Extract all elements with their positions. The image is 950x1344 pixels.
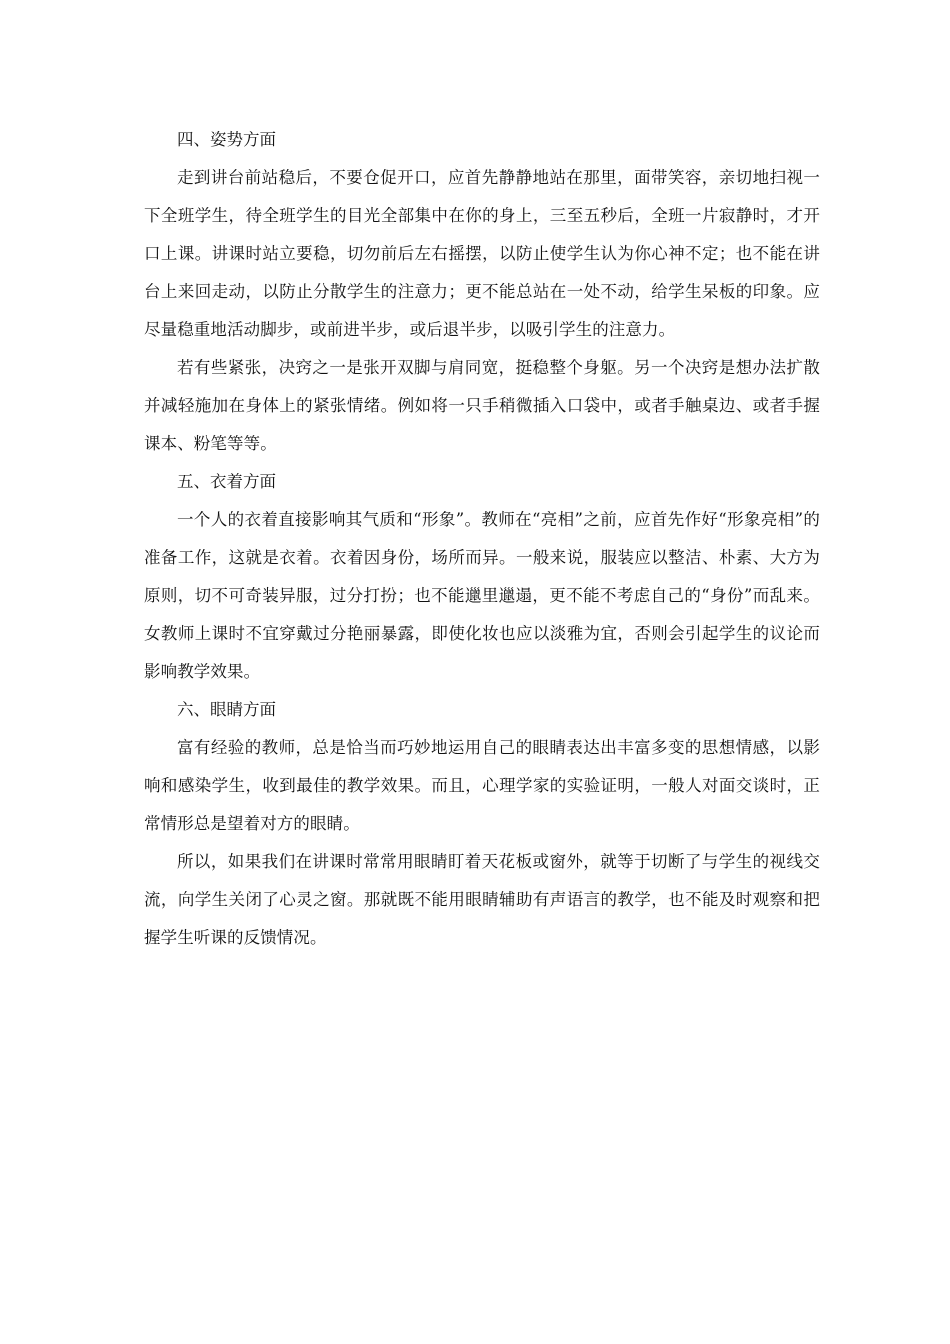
- paragraph: 所以，如果我们在讲课时常常用眼睛盯着天花板或窗外，就等于切断了与学生的视线交流，向学生关闭了心灵之窗。那就既不能用眼睛辅助有声语言的教学，也不能及时观察和把握学生听课的反馈情况。: [144, 852, 820, 947]
- section-heading: 五、衣着方面: [177, 472, 276, 491]
- paragraph: 一个人的衣着直接影响其气质和“形象”。教师在“亮相”之前，应首先作好“形象亮相”的准备工作，这就是衣着。衣着因身份，场所而异。一般来说，服装应以整洁、朴素、大方为原则，切不可奇装异服，过分打扮；也不能邋里邋遢，更不能不考虑自己的“身份”而乱来。女教师上课时不宜穿戴过分艳丽暴露，即使化妆也应以淡雅为宜，否则会引起学生的议论而影响教学效果。: [144, 510, 820, 681]
- paragraph: 若有些紧张，决窍之一是张开双脚与肩同宽，挺稳整个身躯。另一个决窍是想办法扩散并减轻施加在身体上的紧张情绪。例如将一只手稍微插入口袋中，或者手触桌边、或者手握课本、粉笔等等。: [144, 358, 820, 453]
- section-eyes: [144, 691, 820, 957]
- section-heading: 四、姿势方面: [177, 130, 276, 149]
- paragraph: 走到讲台前站稳后，不要仓促开口，应首先静静地站在那里，面带笑容，亲切地扫视一下全班学生，待全班学生的目光全部集中在你的身上，三至五秒后，全班一片寂静时，才开口上课。讲课时站立要稳，切勿前后左右摇摆，以防止使学生认为你心神不定；也不能在讲台上来回走动，以防止分散学生的注意力；更不能总站在一处不动，给学生呆板的印象。应尽量稳重地活动脚步，或前进半步，或后退半步，以吸引学生的注意力。: [144, 168, 820, 339]
- section-heading: 六、眼睛方面: [177, 700, 276, 719]
- section-posture: [144, 121, 820, 463]
- document-page: [144, 121, 820, 957]
- section-clothing: [144, 463, 820, 691]
- paragraph: 富有经验的教师，总是恰当而巧妙地运用自己的眼睛表达出丰富多变的思想情感，以影响和感染学生，收到最佳的教学效果。而且，心理学家的实验证明，一般人对面交谈时，正常情形总是望着对方的眼睛。: [144, 738, 820, 833]
